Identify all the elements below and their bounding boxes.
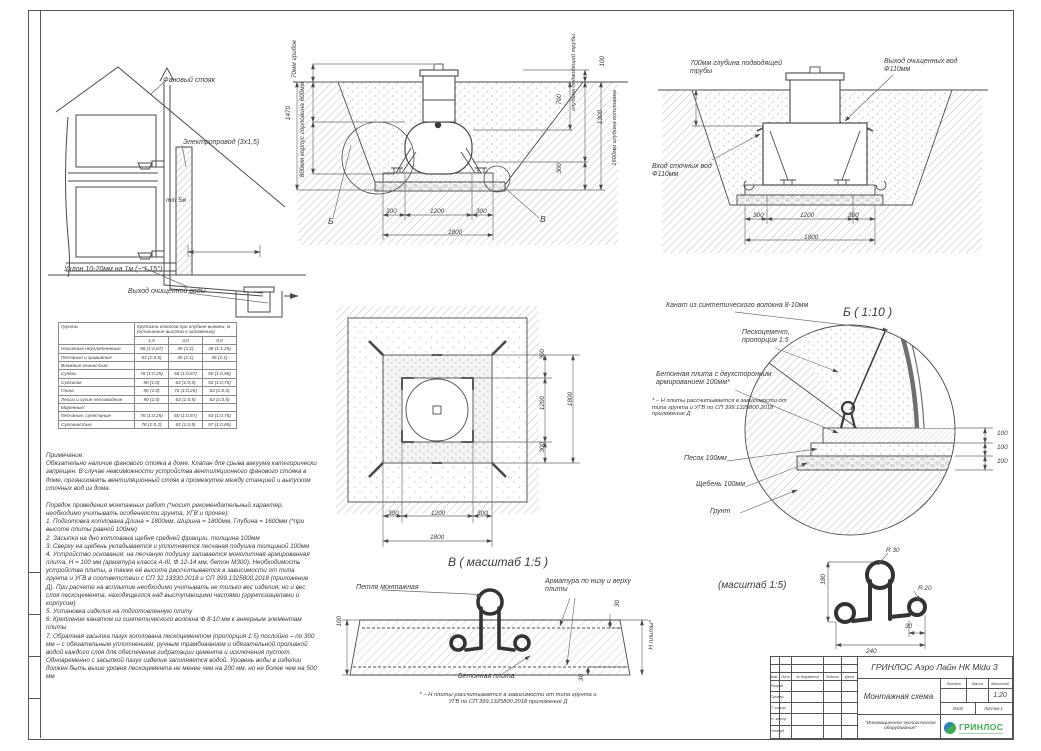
tb-product-name: ГРИНЛОС Аэро Лайн НК Midu 3 (871, 662, 998, 672)
soil-name: Лессы и сухие лессовидные (59, 395, 135, 403)
soil-value: 63 (1:0,5) (169, 420, 203, 428)
notes-block (46, 452, 318, 682)
soil-value: 53 (1:0,75) (203, 378, 237, 386)
soil-value (169, 362, 203, 370)
soil-value: 76 (1:0,25) (135, 412, 169, 420)
house-slope-label: Уклон 10-20мм на 1м (~ 1,15°) (64, 266, 163, 273)
hook-scale-label: (масштаб 1:5) (718, 580, 787, 591)
tb-massa-header: Масса (971, 681, 984, 686)
tb-col-data: Дата (845, 674, 854, 679)
notes-paragraph-1: Обязательно наличие фанового стояка в доме. Клапан для срыва вакуума категорически запрещен. В случае невозможности устройства вентиляционного фанового стояка в доме, организовать вентиляционный стояк в промежутке между станцией и выпуском сточных вод из дома. (46, 460, 317, 492)
soils-depth-1: 1,5 (135, 336, 169, 344)
pit-section-front-drawing (650, 48, 995, 258)
detailv-dim-100: 100 (336, 616, 343, 627)
soil-name: Глина (59, 387, 135, 395)
detailb-dim-100-1: 100 (997, 430, 1008, 437)
tb-row-nkontr: Н. контр. (771, 716, 788, 721)
soil-value: 78 (1:0,2) (135, 420, 169, 428)
detailb-sandcement-label: Пескоцемент, пропорция 1:5 (742, 329, 790, 345)
seca-pit-depth-label: 1600мм глубина котлована (612, 90, 618, 166)
frame-box-line (28, 698, 40, 699)
soil-value: 76 (1:0,25) (135, 370, 169, 378)
soil-value (135, 404, 169, 412)
detailb-soil-label: Грунт (710, 508, 731, 515)
tb-scale-value: 1:20 (993, 691, 1007, 699)
plan-dim-1200-right: 1200 (539, 396, 546, 411)
secc-dim-1800: 1800 (804, 234, 819, 241)
seca-neck-dim: горловина 600мм (299, 82, 306, 135)
frame-box-line (28, 572, 40, 573)
soil-value: 90 (1:0) (135, 395, 169, 403)
secc-outlet-label: Выход очищенных вод Ф110мм (884, 58, 958, 74)
soils-depth-2: 3,0 (169, 336, 203, 344)
pit-section-side-drawing (283, 30, 638, 260)
secc-dim-300-right: 300 (848, 212, 859, 219)
soil-value: 45 (1:1) (169, 345, 203, 353)
notes-paragraph-2: Порядок проведения монтажных работ (*носит рекомендательный характер, необходимо учитывать особенности грунта, УГВ и прочее): (46, 501, 284, 518)
tb-col-list: Лист (781, 674, 790, 679)
soils-group-header: Крутизна откосов при глубине выемки, м (отношение высоты к заложению) (135, 323, 237, 337)
soil-value: 53 (1:0,75) (203, 412, 237, 420)
soil-name: Влажные глинистые: (59, 362, 135, 370)
detailb-sand-label: Песок 100мм (684, 455, 727, 462)
soil-value: 50 (1:0,85) (203, 370, 237, 378)
seca-pipe-depth-label: глубина подводящей трубы (571, 34, 577, 111)
secc-pipe-depth-label: 700мм глубина подводящей трубы (690, 60, 782, 76)
table-row (59, 345, 237, 353)
seca-dim-300-left: 300 (386, 208, 397, 215)
soil-value: 63 (1:0,5) (203, 387, 237, 395)
seca-dim-1800: 1800 (448, 229, 463, 236)
seca-dim-300: 300 (556, 163, 563, 174)
table-row (59, 395, 237, 403)
table-row (59, 404, 237, 412)
seca-callout-b: Б (328, 216, 334, 226)
tb-row-tkontr: Т. контр. (771, 705, 787, 710)
frame-box-line (28, 656, 40, 657)
plan-dim-300-bottom: 300 (539, 442, 546, 453)
hook-r30-label: R 30 (886, 547, 900, 554)
soils-col0-header: Грунты (59, 323, 135, 345)
seca-dim-300-right: 300 (476, 208, 487, 215)
brand-name: ГРИНЛОС (959, 721, 1004, 732)
secc-dim-300-left: 300 (753, 212, 764, 219)
seca-dim-1300: 1300 (597, 110, 604, 125)
tb-sheet-label: Лист (952, 705, 964, 711)
soil-name: Насыпные неуплотненные (59, 345, 135, 353)
seca-dim-100: 100 (599, 56, 606, 67)
plan-dim-300-right-b: 300 (477, 510, 488, 517)
detailv-footnote: * – Н плиты рассчитывается в зависимости от типа грунта и УГВ по СП 399.1325800.2018 приложение Д (419, 692, 597, 705)
hook-dim-180: 180 (820, 574, 827, 585)
notes-item-5: 5. Установка изделия на подготовленную плиту (46, 608, 193, 616)
soil-value: 38 (1:1,25) (203, 345, 237, 353)
soil-value: 56 (1:0,67) (169, 370, 203, 378)
tb-line (841, 656, 842, 738)
seca-dim-700: 700 (556, 94, 563, 105)
soil-value: 63 (1:0,5) (203, 395, 237, 403)
seca-total-height-dim: 1470 (285, 106, 292, 121)
soil-value (135, 362, 169, 370)
table-row (59, 362, 237, 370)
plan-dim-1800-right: 1800 (567, 392, 574, 407)
notes-item-3: 3. Сверху на щебень укладывается и уплотняется песчаная подушка толщиной 100мм (46, 542, 310, 550)
detailv-loop-label: Петля монтажная (356, 584, 419, 591)
soil-value (203, 404, 237, 412)
detailv-title: В ( масштаб 1:5 ) (448, 555, 549, 569)
detailb-slab-label: Бетонная плита с двухсторонним армированием 100мм* (656, 371, 772, 387)
notes-title: Примечание: (46, 452, 85, 459)
soil-name: Суглинистые (59, 420, 135, 428)
secc-inlet-label: Вход сточных вод Ф110мм (652, 163, 712, 179)
brand-underline (959, 733, 1003, 734)
table-row (59, 378, 237, 386)
soil-value: 60 (1:0,57) (169, 412, 203, 420)
tb-masshtab-header: Масштаб (991, 681, 1009, 686)
hook-dim-240: 240 (866, 648, 877, 655)
house-wiring-label: Электропровод (3х1,5) (183, 139, 260, 146)
hook-r20-label: R 20 (918, 585, 932, 592)
tb-line (770, 664, 857, 665)
table-row (59, 420, 237, 428)
soil-name: Супесь (59, 370, 135, 378)
seca-callout-v: В (540, 214, 546, 224)
soil-value: 45 (1:1) (203, 353, 237, 361)
detailv-dim-30-bottom: 30 (578, 674, 585, 682)
detailb-gravel-label: Щебень 100мм (696, 481, 746, 488)
plan-dim-1200-bottom: 1200 (431, 510, 446, 517)
detailb-dim-100-3: 100 (997, 458, 1008, 465)
soil-value (203, 362, 237, 370)
notes-item-6: 6. Крепление канатом из синтетического волокна Ф 8-10 мм к анкерным элементам плиты (46, 616, 302, 632)
soil-value: 90 (1:0) (135, 378, 169, 386)
table-row (59, 412, 237, 420)
seca-cap-dim: 70мм грибок (291, 40, 298, 79)
notes-item-7: 7. Обратная засыпка пазух котлована пескоцементом (пропорция 1:5) послойно – по 300 мм – с обязательным уплотнением, ручным трамбованием и обязательной проливкой водой каждого слоя для обеспечения гидратации цемента и исключения пустот. Одновременно с засыпкой пазух изделие заполняется водой. Уровень воды в изделии должен быть выше уровня пескоцемента не менее чем на 200 мм, но не более чем на 500 мм (46, 632, 317, 681)
tb-doc-title: Монтажная схема (863, 691, 934, 701)
soil-value: 63 (1:0,5) (135, 353, 169, 361)
tb-sheets-label: Листов 1 (984, 705, 1003, 711)
seca-dim-1200: 1200 (430, 208, 445, 215)
secc-dim-1200: 1200 (800, 212, 815, 219)
soil-slope-table (58, 322, 237, 429)
soil-name: Песчаные и гравийные (59, 353, 135, 361)
seca-body-height-dim: 800мм корпус (299, 136, 306, 178)
plan-dim-300-left-b: 300 (388, 510, 399, 517)
soil-name: Суглинок (59, 378, 135, 386)
soil-value: 45 (1:1) (169, 353, 203, 361)
detailv-h-plate-dim: Н плиты* (648, 620, 655, 650)
detailv-rebar-label: Арматура по низу и верху плиты (545, 578, 631, 594)
detailb-dim-100-2: 100 (997, 444, 1008, 451)
table-row (59, 387, 237, 395)
tb-col-izm: Изм. (770, 674, 779, 679)
notes-item-4: 4. Устройство основания: на песчаную подушку заливается монолитная армированная плита, Н = 100 мм (арматура класса А-III, Ф 12-14 мм, бетон М300). Необходимость устройства плиты, а также её высота рассчитывается в зависимости от типа грунта и УГВ в соответствии с СП 32.13330.2018 и СП 399.1325800.2018 (приложение Д). При расчете на всплытие необходимо учитывать не только вес изделия, но и вес слоя пескоцемента, находящегося над выступающими частями (грунтозацепами и корпусом) (46, 550, 310, 607)
soil-name: Моренные: (59, 404, 135, 412)
house-fan-stack-label: Фановый стояк (163, 77, 215, 84)
table-row (59, 370, 237, 378)
hook-detail-drawing (790, 545, 1005, 655)
tb-tagline: "Инновационное экологическое оборудование" (865, 721, 936, 731)
soil-value (169, 404, 203, 412)
notes-item-2: 2. Засыпка на дно котлована щебня средней фракции, толщина 100мм (46, 534, 260, 542)
brand-logo (944, 719, 1010, 736)
plan-dim-1800-bottom: 1800 (430, 534, 445, 541)
detailv-slab-label: Бетонная плита (458, 673, 515, 680)
detailb-title: Б ( 1:10 ) (843, 305, 893, 319)
soil-value: 63 (1:0,5) (169, 378, 203, 386)
soil-name: Песчаные, супесчаные (59, 412, 135, 420)
notes-item-1: 1. Подготовка котлована Длина = 1800мм, Ширина = 1800мм, Глубина = 1600мм (*при высоте плиты равной 100мм) (46, 518, 305, 534)
table-row (59, 353, 237, 361)
tb-row-razrab: Разраб. (771, 683, 785, 688)
tb-line (823, 656, 824, 738)
soil-value: 76 (1:0,25) (169, 387, 203, 395)
tb-row-prover: Провер. (771, 694, 785, 699)
frame-box-line (28, 614, 40, 615)
soil-value: 56 (1:0,67) (135, 345, 169, 353)
detailb-rope-label: Канат из синтетического волокна 8-10мм (666, 302, 809, 309)
plan-dim-300-top: 300 (539, 349, 546, 360)
house-min-distance-label: min 5м (166, 197, 187, 204)
tb-col-docnum: № документа (796, 674, 819, 679)
soils-depth-3: 5,0 (203, 336, 237, 344)
house-clean-outlet-label: Выход очищенной воды (128, 288, 206, 295)
brand-logo-icon (944, 722, 956, 734)
tb-litera-header: Литера (946, 681, 961, 686)
hook-dim-30: 30 (905, 623, 913, 630)
soil-value: 90 (1:0) (135, 387, 169, 395)
detailv-dim-30-top: 30 (614, 600, 621, 608)
soil-value: 57 (1:0,65) (203, 420, 237, 428)
detailb-footnote: * – Н плиты рассчитывается в зависимости от типа грунта и УГВ по СП 399.1325800.2018 приложение Д (652, 398, 787, 418)
soil-value: 63 (1:0,5) (169, 395, 203, 403)
tb-row-utverd: Утверд. (771, 728, 786, 733)
tb-col-podpis: Подпись (825, 674, 840, 679)
